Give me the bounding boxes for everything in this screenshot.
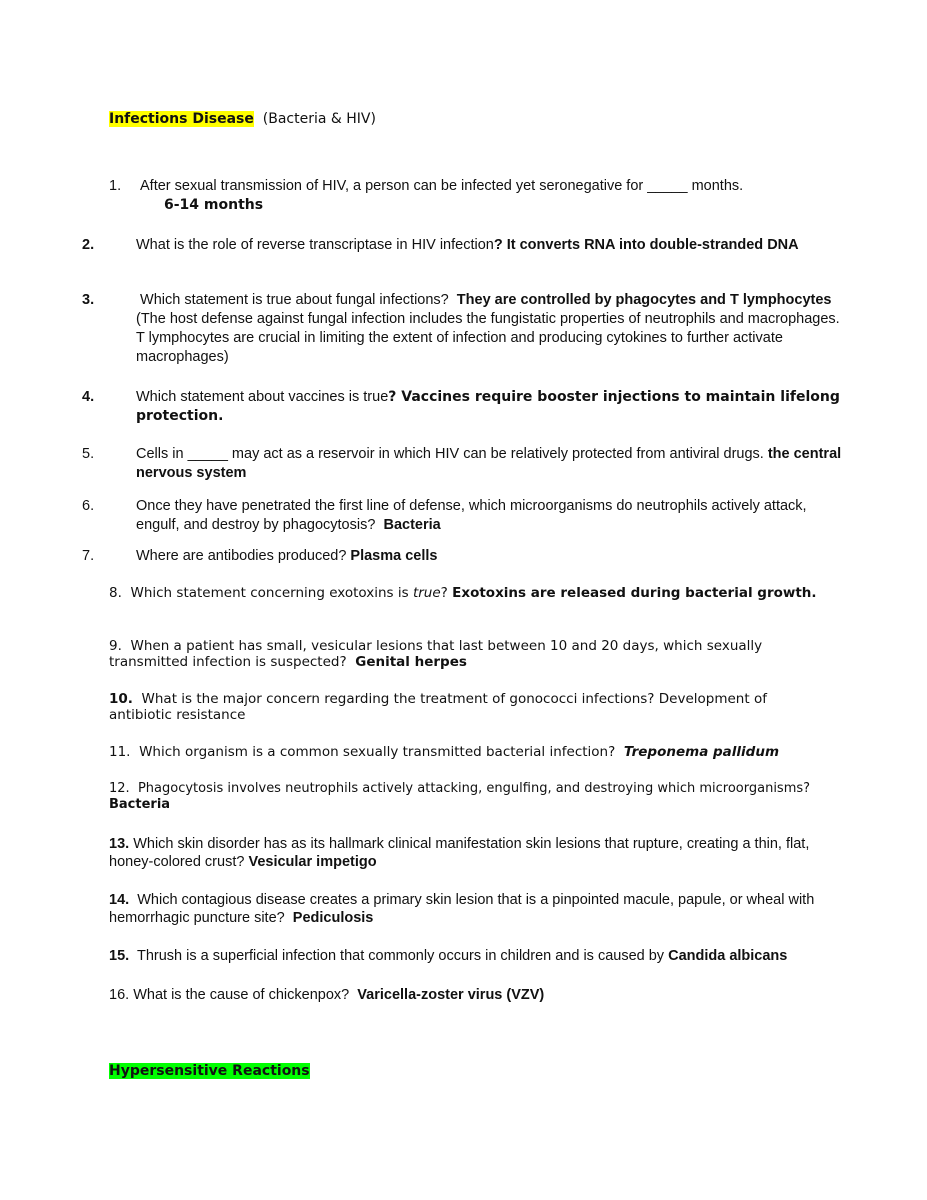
question-16 [109,986,825,1005]
question-11 [109,744,825,760]
question-text-emphasis: true [412,585,441,601]
question-text: Phagocytosis involves neutrophils actively attacking, engulfing, and destroying which microorganisms? [137,781,811,796]
question-number: 16. [109,987,130,1003]
section-title: Hypersensitive Reactions [109,1063,310,1079]
question-answer: Bacteria [383,517,441,533]
question-13 [109,835,825,871]
question-text: What is the major concern regarding the treatment of gonococci infections? Development of antibiotic resistance [109,691,767,723]
section-heading-hypersensitive [109,1063,310,1079]
question-number: 8. [109,585,122,601]
question-text: Which contagious disease creates a primary skin lesion that is a pinpointed macule, papule, or wheal with hemorrhagic puncture site? [109,892,815,926]
question-2 [82,236,852,255]
section-title: Infections Disease [109,111,254,127]
section-heading-infections [109,111,376,127]
question-answer: Treponema pallidum [623,744,780,760]
question-number: 11. [109,744,131,760]
question-text: What is the role of reverse transcriptase in HIV infection [136,237,494,253]
question-6 [82,497,852,535]
question-8 [109,585,825,601]
question-text: Which statement about vaccines is true [136,389,389,405]
question-text-end: ? [440,585,448,601]
question-text: Once they have penetrated the first line of defense, which microorganisms do neutrophils actively attack, engulf, and destroy by phagocytosis? [136,498,807,533]
question-answer: Varicella-zoster virus (VZV) [357,987,545,1003]
question-answer: Exotoxins are released during bacterial growth. [452,585,817,601]
question-note: (The host defense against fungal infection includes the fungistatic properties of neutrophils and macrophages. T lymphocytes are crucial in limiting the extent of infection and producing cytokines to further activate macrophages) [136,311,840,365]
question-text: Which skin disorder has as its hallmark clinical manifestation skin lesions that rupture, creating a thin, flat, honey-colored crust? [109,836,810,870]
question-10 [109,691,825,723]
question-1 [109,177,825,196]
question-15 [109,947,849,966]
question-number: 9. [109,638,122,654]
question-text: Where are antibodies produced? [136,548,347,564]
question-answer: ? It converts RNA into double-stranded DNA [493,237,799,253]
question-text: Cells in _____ may act as a reservoir in which HIV can be relatively protected from antiviral drugs. [136,446,764,462]
question-number: 5. [82,446,95,462]
question-answer: Bacteria [109,797,171,812]
question-answer: ? Vaccines require booster injections to maintain lifelong protection. [136,389,840,424]
question-number: 4. [82,389,95,405]
question-number: 2. [82,237,95,253]
section-subtitle: (Bacteria & HIV) [262,111,376,127]
question-12 [109,781,825,813]
question-number: 10. [109,691,133,707]
question-3 [82,291,852,367]
question-9 [109,638,825,670]
question-number: 12. [109,781,130,796]
question-number: 13. [109,836,130,852]
question-number: 7. [82,548,95,564]
question-1-answer: 6-14 months [164,197,264,213]
question-number: 14. [109,892,130,908]
question-answer: Genital herpes [355,654,467,670]
question-number: 3. [82,292,95,308]
question-text: Which organism is a common sexually transmitted bacterial infection? [139,744,616,760]
question-answer: They are controlled by phagocytes and T lymphocytes [456,292,832,308]
question-7 [82,547,852,566]
question-text: When a patient has small, vesicular lesions that last between 10 and 20 days, which sexually transmitted infection is suspected? [109,638,763,670]
question-5 [82,445,852,483]
question-answer: Plasma cells [350,548,438,564]
question-14 [109,891,825,927]
question-text: After sexual transmission of HIV, a person can be infected yet seronegative for _____ months. [140,178,744,194]
question-number: 1. [109,178,122,194]
question-text: Thrush is a superficial infection that commonly occurs in children and is caused by [136,948,665,964]
question-answer: Vesicular impetigo [248,854,377,870]
question-text: Which statement concerning exotoxins is [130,585,413,601]
question-text: Which statement is true about fungal infections? [140,292,449,308]
question-answer: Pediculosis [292,910,374,926]
question-number: 6. [82,498,95,514]
question-4 [82,388,852,426]
question-answer: Candida albicans [668,948,788,964]
question-answer: the central nervous system [136,446,842,481]
question-text: What is the cause of chickenpox? [133,987,350,1003]
question-number: 15. [109,948,130,964]
